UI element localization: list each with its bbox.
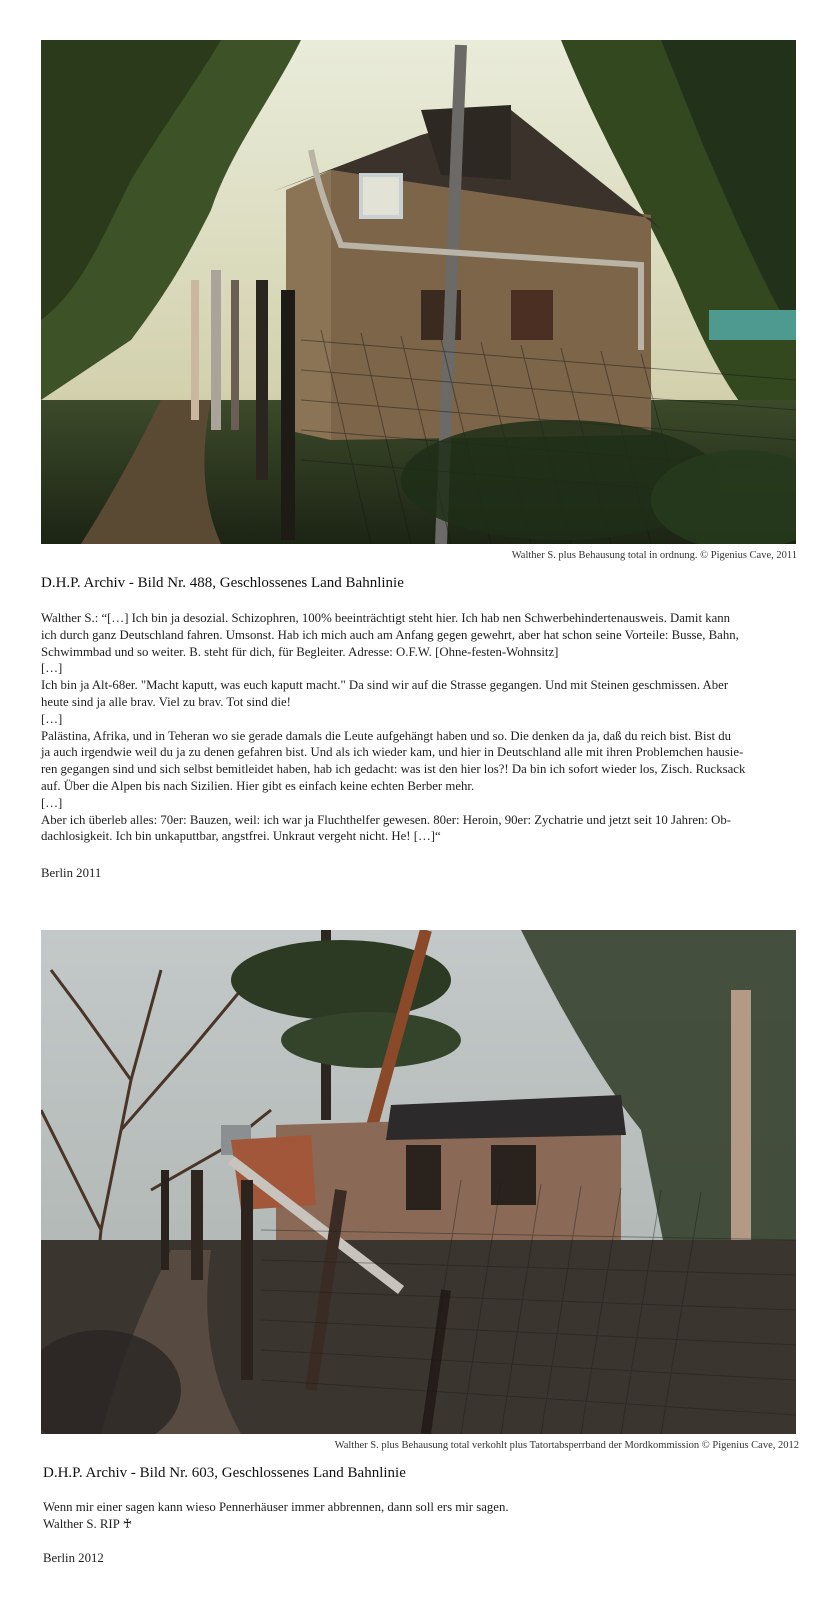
- text-line: heute sind ja alle brav. Viel zu brav. Tot sind die!: [41, 694, 291, 709]
- text-line: ren gegangen sind und sich selbst bemitleidet haben, hab ich gedacht: was ist den hier los?! Da bin ich sofort wieder los, Zisch. Rucksack: [41, 762, 746, 777]
- archive-heading: D.H.P. Archiv - Bild Nr. 488, Geschlossenes Land Bahnlinie: [41, 575, 404, 591]
- text-line: Aber ich überleb alles: 70er: Bauzen, weil: ich war ja Fluchthelfer gewesen. 80er: Heroin, 90er: Zychatrie und jetzt seit 10 Jahren: Ob-: [41, 812, 732, 827]
- text-line: Walther S.: “[…] Ich bin ja desozial. Schizophren, 100% beeinträchtigt steht hier. Ich hab nen Schwerbehindertenausweis. Damit kann: [41, 611, 731, 625]
- photo-intact-hut-image: [41, 40, 796, 544]
- archive-heading: D.H.P. Archiv - Bild Nr. 603, Geschlossenes Land Bahnlinie: [43, 1465, 406, 1481]
- text-line: Ich bin ja Alt-68er. "Macht kaputt, was euch kaputt macht." Da sind wir auf die Strasse gegangen. Und mit Steinen geschmissen. Aber: [41, 678, 729, 693]
- place-date: Berlin 2011: [41, 866, 102, 880]
- text-line: […]: [41, 711, 63, 726]
- photo-burnt-hut-image: [41, 930, 796, 1434]
- place-date: Berlin 2012: [43, 1551, 104, 1565]
- photo-burnt-hut: [41, 930, 796, 1434]
- text-line: Palästina, Afrika, und in Teheran wo sie gerade damals die Leute aufgehängt haben und so. Die denken da ja, daß du reich bist. Bist du: [41, 728, 732, 743]
- text-line: […]: [41, 795, 63, 810]
- photo-intact-hut: [41, 40, 796, 544]
- text-line: […]: [41, 661, 63, 676]
- text-line: Walther S. RIP ♰: [43, 1516, 133, 1531]
- photo-caption: Walther S. plus Behausung total verkohlt plus Tatortabsperrband der Mordkommission © Pigenius Cave, 2012: [334, 1440, 799, 1451]
- text-line: auf. Über die Alpen bis nach Sizilien. Hier gibt es einfach keine echten Berber mehr.: [41, 778, 475, 793]
- text-line: Wenn mir einer sagen kann wieso Pennerhäuser immer abbrennen, dann soll ers mir sagen.: [43, 1500, 509, 1514]
- text-line: dachlosigkeit. Ich bin unkaputtbar, angstfrei. Unkraut vergeht nicht. He! […]“: [41, 829, 441, 844]
- photo-caption: Walther S. plus Behausung total in ordnung. © Pigenius Cave, 2011: [511, 550, 797, 561]
- interview-text: [41, 610, 801, 845]
- memorial-text: [43, 1499, 803, 1533]
- text-line: Schwimmbad und so weiter. B. steht für dich, für Begleiter. Adresse: O.F.W. [Ohne-festen-Wohnsitz]: [41, 644, 559, 659]
- text-line: ja auch irgendwie weil du ja zu denen gefahren bist. Und als ich wieder kam, und hier in Deutschland alle mit ihren Problemchen hausie-: [41, 745, 744, 760]
- text-line: ich durch ganz Deutschland fahren. Umsonst. Hab ich mich auch am Anfang gegen gewehrt, aber hat schon seine Vorteile: Busse, Bahn,: [41, 627, 739, 642]
